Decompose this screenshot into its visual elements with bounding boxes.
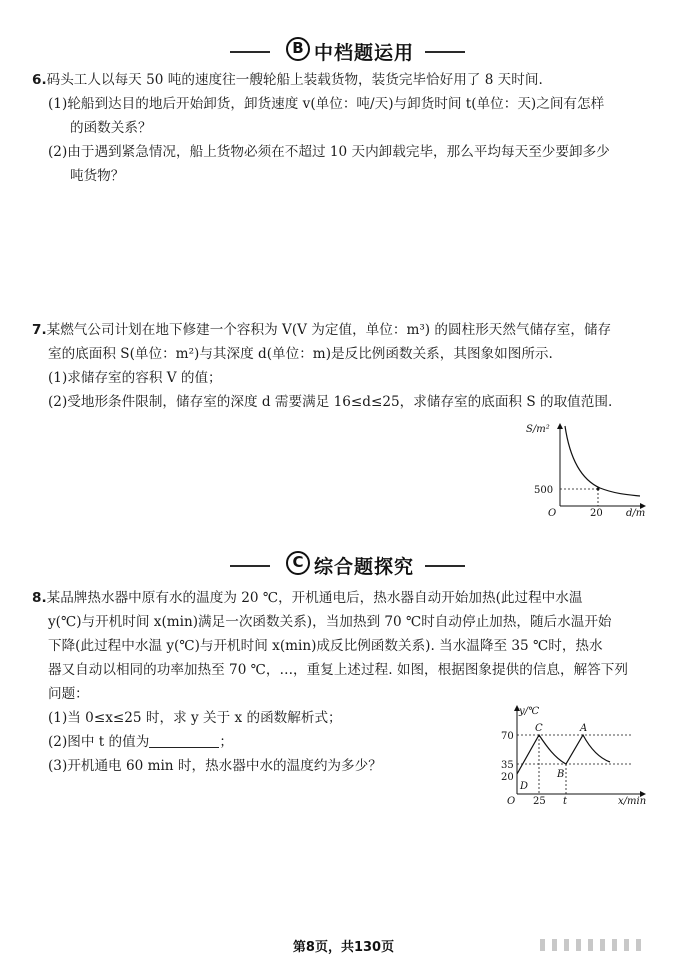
part-1-line-2: 的函数关系？ [70,120,152,136]
point-a-label: A [580,723,588,734]
question-stem-line-1: 某燃气公司计划在地下修建一个容积为 V(V 为定值，单位：m³) 的圆柱形天然气储存室，储存 [46,322,612,338]
x-tick-t: t [563,796,568,807]
q8-graph [495,702,655,810]
y-tick-35: 35 [501,760,514,771]
header-rule-left [230,565,270,567]
point-c-label: C [535,723,543,734]
part-1-line-1: (1)轮船到达目的地后开始卸货，卸货速度 v(单位：吨/天)与卸货时间 t(单位：天)之间有怎样 [48,96,605,112]
part-3: (3)开机通电 60 min 时，热水器中水的温度约为多少？ [48,758,382,774]
part-1: (1)当 0≤x≤25 时，求 y 关于 x 的函数解析式； [48,710,342,726]
y-axis-label: y/℃ [519,706,540,717]
header-rule-right [425,51,465,53]
part-2-line-1: (2)由于遇到紧急情况，船上货物必须在不超过 10 天内卸载完毕，那么平均每天至少要卸多少 [48,144,610,160]
question-stem-line-1: 某品牌热水器中原有水的温度为 20 ℃，开机通电后，热水器自动开始加热(此过程中水温 [46,590,583,606]
question-7 [32,318,662,414]
page-footer: 第8页，共130页 [292,940,395,955]
part-2-text: (2)图中 t 的值为 [48,734,150,750]
question-stem: 码头工人以每天 50 吨的速度往一艘轮船上装载货物，装货完毕恰好用了 8 天时间. [46,72,543,88]
question-6 [32,68,662,188]
x-axis-label: d/m [626,508,646,519]
question-stem-line-2: y(℃)与开机时间 x(min)满足一次函数关系)，当加热到 70 ℃时自动停止加热，随后水温开始 [48,614,612,630]
part-2-end: ； [219,734,233,750]
question-stem-line-2: 室的底面积 S(单位：m²)与其深度 d(单位：m)是反比例函数关系，其图象如图所示. [48,346,553,362]
part-2-line-2: 吨货物？ [70,168,125,184]
answer-blank[interactable] [149,733,219,748]
header-rule-left [230,51,270,53]
question-stem-line-4: 器又自动以相同的功率加热至 70 ℃，…，重复上述过程. 如图，根据图象提供的信息，解答下列 [48,662,628,678]
question-number: 6. [32,72,47,88]
marked-point [597,488,600,491]
section-c-badge: C [286,551,310,575]
section-b-badge: B [286,37,310,61]
question-number: 7. [32,322,47,338]
point-d-label: D [520,781,529,792]
question-stem-line-5: 问题： [48,686,89,702]
y-tick-500: 500 [534,485,554,496]
point-b-label: B [557,769,565,780]
origin-label: O [507,796,516,807]
question-stem-line-3: 下降(此过程中水温 y(℃)与开机时间 x(min)成反比例函数关系). 当水温降至 35 ℃时，热水 [48,638,603,654]
section-b-header [0,36,687,70]
part-2: (2)受地形条件限制，储存室的深度 d 需要满足 16≤d≤25，求储存室的底面积 S 的取值范围. [48,394,613,410]
origin-label: O [548,508,557,519]
q7-graph [520,420,660,522]
y-axis-label: S/m² [526,424,550,435]
y-tick-70: 70 [501,731,514,742]
watermark-bars [540,936,670,950]
part-1: (1)求储存室的容积 V 的值； [48,370,222,386]
section-c-title: 综合题探究 [314,556,415,578]
header-rule-right [425,565,465,567]
section-b-title: 中档题运用 [314,42,415,64]
x-tick-25: 25 [533,796,546,807]
inverse-curve [565,426,640,496]
question-number: 8. [32,590,47,606]
y-tick-20: 20 [501,772,514,783]
section-c-header [0,550,687,584]
x-tick-20: 20 [590,508,603,519]
x-axis-label: x/min [618,796,647,807]
